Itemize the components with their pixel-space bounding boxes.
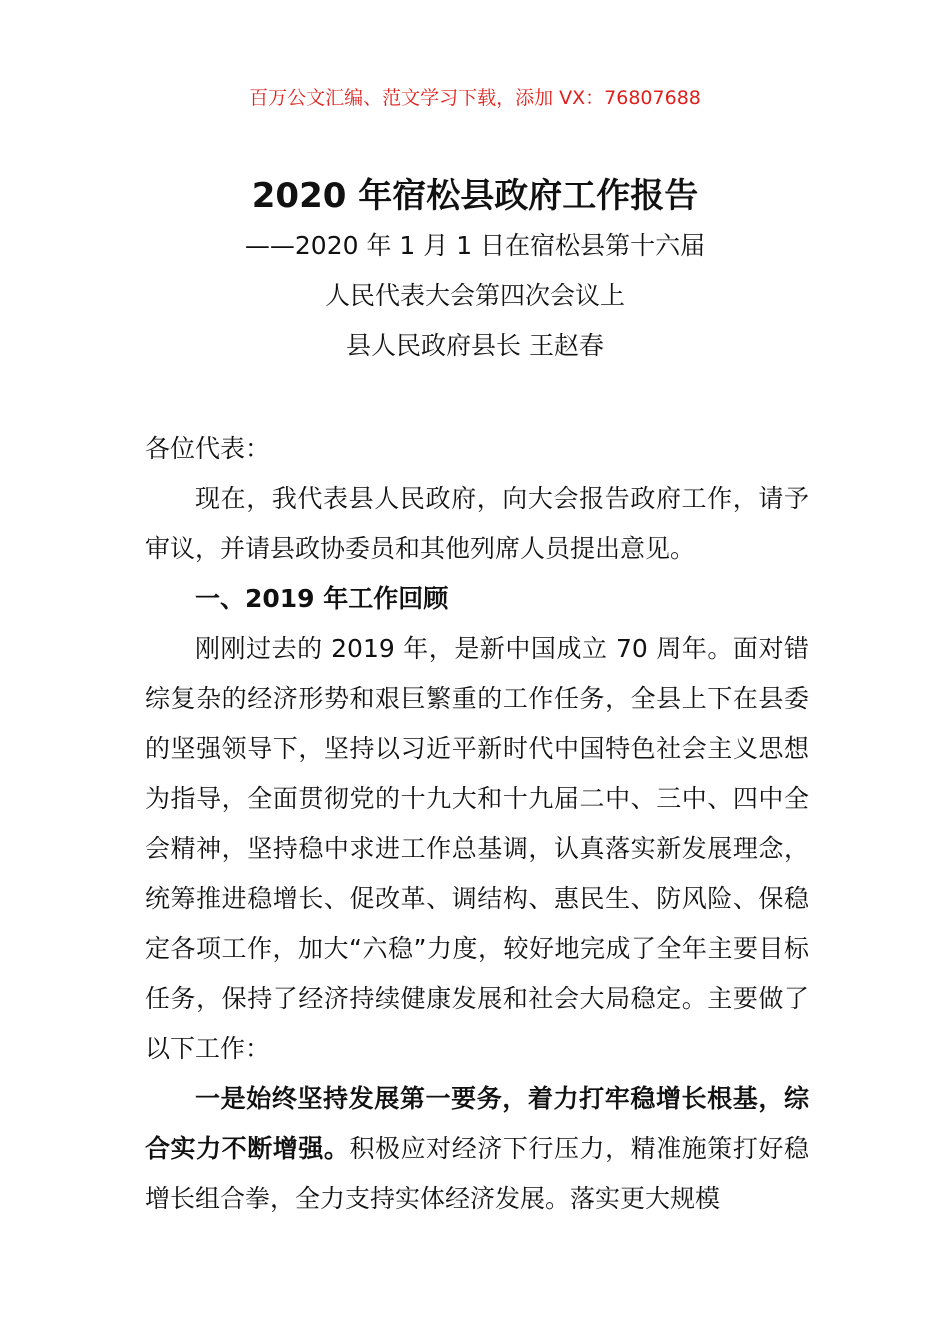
intro-paragraph: 现在，我代表县人民政府，向大会报告政府工作，请予审议，并请县政协委员和其他列席人员提出意见。 bbox=[145, 484, 809, 563]
section-heading: 一、2019 年工作回顾 bbox=[195, 584, 449, 613]
report-body bbox=[145, 424, 809, 1224]
watermark-banner: 百万公文汇编、范文学习下载，添加 VX：76807688 bbox=[249, 87, 701, 109]
first-point-paragraph bbox=[145, 1074, 809, 1224]
salutation: 各位代表： bbox=[145, 434, 271, 463]
subtitle-line-1: ——2020 年 1 月 1 日在宿松县第十六届 bbox=[244, 231, 706, 260]
first-point-lead: 一是始终坚持发展第一要务，着力打牢稳增长根基，综合实力不断增强。 bbox=[145, 1084, 809, 1163]
subtitle-line-2: 人民代表大会第四次会议上 bbox=[324, 281, 625, 310]
first-point-text: 积极应对经济下行压力，精准施策打好稳增长组合拳，全力支持实体经济发展。落实更大规模 bbox=[145, 1134, 809, 1213]
report-title: 2020 年宿松县政府工作报告 bbox=[251, 176, 699, 216]
subtitle-line-3: 县人民政府县长 王赵春 bbox=[346, 331, 604, 360]
review-paragraph: 刚刚过去的 2019 年，是新中国成立 70 周年。面对错综复杂的经济形势和艰巨繁重的工作任务，全县上下在县委的坚强领导下，坚持以习近平新时代中国特色社会主义思想为指导，全面贯彻党的十九大和十九届二中、三中、四中全会精神，坚持稳中求进工作总基调，认真落实新发展理念，统筹推进稳增长、促改革、调结构、惠民生、防风险、保稳定各项工作，加大“六稳”力度，较好地完成了全年主要目标任务，保持了经济持续健康发展和社会大局稳定。主要做了以下工作： bbox=[145, 634, 809, 1063]
